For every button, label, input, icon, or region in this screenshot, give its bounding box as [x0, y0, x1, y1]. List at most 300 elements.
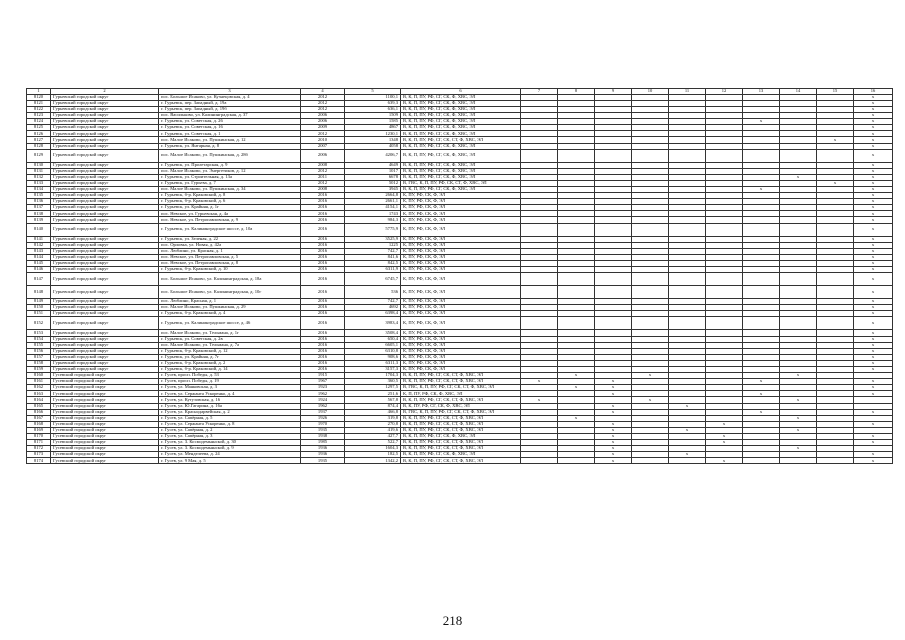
address-cell: г. Гурьевск, б-р. Краковский, д. 12: [159, 348, 301, 354]
floor-area-cell: 1017: [345, 168, 401, 174]
municipality-name-cell: Гурьевский городской округ: [51, 193, 159, 199]
building-systems-cell: В, К, П, ПУ, РФ, СГ, СК, СТ, Ф, ХВС, ЭЛ: [401, 373, 521, 379]
work-mark-cell: [706, 149, 743, 162]
address-cell: г. Гурьевск, б-р. Краковский, д. 8: [159, 193, 301, 199]
municipality-name-cell: Гурьевский городской округ: [51, 168, 159, 174]
row-number-cell: 8135: [27, 193, 51, 199]
row-number-cell: 8138: [27, 211, 51, 217]
municipality-name-cell: Гурьевский городской округ: [51, 125, 159, 131]
municipality-name-cell: Гурьевский городской округ: [51, 131, 159, 137]
building-systems-cell: В, К, П, ПУ, РФ, СГ, СК, СТ, Ф, ХВС, ЭЛ: [401, 137, 521, 143]
municipality-name-cell: Гурьевский городской округ: [51, 348, 159, 354]
row-number-cell: 8155: [27, 342, 51, 348]
building-systems-cell: К, ПУ, РФ, СК, Ф, ЭЛ: [401, 311, 521, 317]
work-mark-cell: [521, 149, 558, 162]
row-number-cell: 8126: [27, 131, 51, 137]
register-rows: [27, 94, 893, 464]
year-built-cell: 1985: [301, 440, 345, 446]
work-mark-cell: x: [632, 373, 669, 379]
work-mark-cell: x: [706, 434, 743, 440]
address-cell: г. Гусев, просп. Победы, д. 53: [159, 373, 301, 379]
work-mark-cell: [817, 317, 854, 330]
work-mark-cell: x: [854, 236, 893, 242]
work-mark-cell: [632, 273, 669, 286]
work-mark-cell: x: [854, 366, 893, 372]
floor-area-cell: 908,6: [345, 354, 401, 360]
row-number-cell: 8140: [27, 223, 51, 236]
work-mark-cell: x: [854, 100, 893, 106]
work-mark-cell: x: [595, 391, 632, 397]
column-number-cell: 16: [854, 89, 893, 95]
work-mark-cell: x: [558, 373, 595, 379]
column-number-cell: 11: [669, 89, 706, 95]
municipality-name-cell: Гурьевский городской округ: [51, 366, 159, 372]
row-number-cell: 8147: [27, 273, 51, 286]
row-number-cell: 8164: [27, 397, 51, 403]
work-mark-cell: x: [780, 427, 817, 433]
address-cell: г. Гусев, ул. Сержанта Ускоренко, д. 4: [159, 391, 301, 397]
year-built-cell: 2016: [301, 299, 345, 305]
work-mark-cell: [632, 223, 669, 236]
year-built-cell: 1936: [301, 452, 345, 458]
column-number-cell: 15: [817, 89, 854, 95]
work-mark-cell: x: [743, 391, 780, 397]
work-mark-cell: [558, 149, 595, 162]
municipality-name-cell: Гурьевский городской округ: [51, 273, 159, 286]
building-systems-cell: В, ГВС, К, П, ПУ, РФ, СГ, СК, СТ, Ф, ХВС, ЭЛ: [401, 409, 521, 415]
work-mark-cell: [521, 223, 558, 236]
work-mark-cell: x: [854, 193, 893, 199]
work-mark-cell: x: [854, 149, 893, 162]
floor-area-cell: 3983,4: [345, 317, 401, 330]
work-mark-cell: x: [854, 205, 893, 211]
municipality-name-cell: Гурьевский городской округ: [51, 113, 159, 119]
work-mark-cell: [780, 273, 817, 286]
floor-area-cell: 4867: [345, 125, 401, 131]
address-cell: пос. Невское, ул. Петропавловская, д. 5: [159, 254, 301, 260]
address-cell: пос. Орловка, ул. Новая, д. 42а: [159, 242, 301, 248]
page-number: 218: [442, 613, 463, 628]
work-mark-cell: x: [854, 113, 893, 119]
year-built-cell: 2016: [301, 330, 345, 336]
municipality-name-cell: Гурьевский городской округ: [51, 286, 159, 299]
work-mark-cell: x: [854, 336, 893, 342]
year-built-cell: 1962: [301, 391, 345, 397]
work-mark-cell: x: [669, 403, 706, 409]
floor-area-cell: 639,3: [345, 100, 401, 106]
work-mark-cell: x: [780, 446, 817, 452]
work-mark-cell: x: [854, 348, 893, 354]
building-systems-cell: К, ПУ, РФ, СК, Ф, ЭЛ: [401, 286, 521, 299]
row-number-cell: 8148: [27, 286, 51, 299]
table-row: [27, 223, 893, 236]
column-number-cell: 13: [743, 89, 780, 95]
column-number-cell: 7: [521, 89, 558, 95]
work-mark-cell: x: [706, 440, 743, 446]
municipality-name-cell: Гурьевский городской округ: [51, 336, 159, 342]
municipality-name-cell: Гурьевский городской округ: [51, 354, 159, 360]
address-cell: г. Гурьевск, ул. Калининградское шоссе, д. 46: [159, 317, 301, 330]
address-cell: пос. Малое Исаково, ул. Пушкинская, д. 34: [159, 187, 301, 193]
address-cell: пос. Малое Исаково, ул. Тельмана, д. 1г: [159, 330, 301, 336]
building-systems-cell: К, ПУ, РФ, СК, Ф, ЭЛ: [401, 267, 521, 273]
work-mark-cell: x: [854, 137, 893, 143]
address-cell: г. Гусев, ул. Ю.Гагарина, д. 16а: [159, 403, 301, 409]
year-built-cell: 2008: [301, 187, 345, 193]
building-systems-cell: В, К, П, ПУ, РФ, СГ, СК, СТ, Ф, ХВС, ЭЛ: [401, 440, 521, 446]
row-number-cell: 8167: [27, 415, 51, 421]
floor-area-cell: 3945: [345, 187, 401, 193]
work-mark-cell: x: [780, 373, 817, 379]
work-mark-cell: [780, 223, 817, 236]
work-mark-cell: x: [595, 403, 632, 409]
municipality-name-cell: Гурьевский городской округ: [51, 100, 159, 106]
municipality-name-cell: Гурьевский городской округ: [51, 205, 159, 211]
work-mark-cell: [817, 458, 854, 464]
work-mark-cell: x: [854, 330, 893, 336]
work-mark-cell: [632, 149, 669, 162]
table-row: [27, 458, 893, 464]
address-cell: г. Гусев, ул. Краснодарвейская, д. 2: [159, 409, 301, 415]
row-number-cell: 8163: [27, 391, 51, 397]
year-built-cell: 2012: [301, 94, 345, 100]
address-cell: пос. Васильково, ул. Калининградская, д. 37: [159, 113, 301, 119]
address-cell: пос. Малое Исаково, ул. Энергетиков, д. 12: [159, 168, 301, 174]
column-number-cell: 10: [632, 89, 669, 95]
floor-area-cell: 567,8: [345, 397, 401, 403]
address-cell: г. Гурьевск, пер. Западный, д. 19б: [159, 106, 301, 112]
year-built-cell: 2016: [301, 223, 345, 236]
work-mark-cell: [743, 223, 780, 236]
column-number-cell: 2: [51, 89, 159, 95]
address-cell: г. Гусев, ул. Сержанта Ускоренко, д. 8: [159, 421, 301, 427]
column-number-cell: 5: [345, 89, 401, 95]
work-mark-cell: [595, 273, 632, 286]
municipality-name-cell: Гусевский городской округ: [51, 409, 159, 415]
floor-area-cell: 6311,9: [345, 267, 401, 273]
year-built-cell: 2016: [301, 217, 345, 223]
year-built-cell: 1924: [301, 397, 345, 403]
municipality-name-cell: Гурьевский городской округ: [51, 106, 159, 112]
work-mark-cell: x: [558, 385, 595, 391]
row-number-cell: 8169: [27, 427, 51, 433]
work-mark-cell: [521, 286, 558, 299]
row-number-cell: 8150: [27, 305, 51, 311]
work-mark-cell: x: [521, 379, 558, 385]
work-mark-cell: x: [854, 199, 893, 205]
work-mark-cell: [521, 317, 558, 330]
work-mark-cell: x: [595, 421, 632, 427]
work-mark-cell: x: [743, 187, 780, 193]
floor-area-cell: 3525,9: [345, 236, 401, 242]
row-number-cell: 8172: [27, 446, 51, 452]
floor-area-cell: 4058: [345, 143, 401, 149]
building-systems-cell: К, П, ПУ, РФ, СК, Ф, ХВС, ЭЛ: [401, 391, 521, 397]
work-mark-cell: x: [595, 440, 632, 446]
work-mark-cell: x: [854, 162, 893, 168]
year-built-cell: 2016: [301, 311, 345, 317]
building-systems-cell: В, К, П, ПУ, РФ, СГ, СК, СТ, Ф, ХВС, ЭЛ: [401, 421, 521, 427]
work-mark-cell: x: [669, 452, 706, 458]
work-mark-cell: x: [558, 415, 595, 421]
building-systems-cell: К, ПУ, РФ, СК, Ф, ЭЛ: [401, 217, 521, 223]
address-cell: г. Гурьевск, ул. Строительная, д. 13а: [159, 174, 301, 180]
address-cell: г. Гурьевск, ул. Зеленая, д. 22: [159, 236, 301, 242]
building-systems-cell: К, ПУ, РФ, СК, Ф, ЭЛ: [401, 366, 521, 372]
row-number-cell: 8121: [27, 100, 51, 106]
work-mark-cell: [706, 223, 743, 236]
building-systems-cell: В, ГВС, К, П, ПУ, РФ, СК, СТ, Ф, ХВС, ЭЛ: [401, 180, 521, 186]
municipality-name-cell: Гусевский городской округ: [51, 446, 159, 452]
row-number-cell: 8157: [27, 354, 51, 360]
address-cell: пос. Большое Исаково, ул. Калининградская, д. 18а: [159, 273, 301, 286]
column-number-cell: 9: [595, 89, 632, 95]
work-mark-cell: x: [854, 273, 893, 286]
year-built-cell: 2008: [301, 162, 345, 168]
floor-area-cell: 5775,9: [345, 223, 401, 236]
row-number-cell: 8131: [27, 168, 51, 174]
year-built-cell: 2016: [301, 273, 345, 286]
building-systems-cell: К, ПУ, РФ, СК, Ф, ЭЛ: [401, 254, 521, 260]
column-number-cell: 8: [558, 89, 595, 95]
work-mark-cell: [780, 286, 817, 299]
address-cell: пос. Большое Исаково, ул. Кузнецовская, д. 4: [159, 94, 301, 100]
work-mark-cell: x: [854, 131, 893, 137]
building-systems-cell: К, ПУ, РФ, СК, Ф, ЭЛ: [401, 199, 521, 205]
work-mark-cell: [558, 286, 595, 299]
column-number-cell: 12: [706, 89, 743, 95]
municipality-name-cell: Гурьевский городской округ: [51, 199, 159, 205]
row-number-cell: 8129: [27, 149, 51, 162]
work-mark-cell: x: [595, 446, 632, 452]
building-systems-cell: К, ПУ, РФ, СК, Ф, ЭЛ: [401, 211, 521, 217]
year-built-cell: 2012: [301, 100, 345, 106]
building-systems-cell: В, К, П, ПУ, РФ, СГ, СК, Ф, ХВС, ЭЛ: [401, 162, 521, 168]
row-number-cell: 8153: [27, 330, 51, 336]
row-number-cell: 8139: [27, 217, 51, 223]
year-built-cell: 2012: [301, 106, 345, 112]
year-built-cell: 2012: [301, 131, 345, 137]
floor-area-cell: 1100,1: [345, 94, 401, 100]
work-mark-cell: [743, 273, 780, 286]
year-built-cell: 2016: [301, 199, 345, 205]
work-mark-cell: x: [854, 254, 893, 260]
address-cell: г. Гурьевск, б-р. Краковский, д. 14: [159, 366, 301, 372]
work-mark-cell: x: [854, 409, 893, 415]
floor-area-cell: 1743: [345, 211, 401, 217]
address-cell: г. Гурьевск, ул. Пролетарская, д. 9: [159, 162, 301, 168]
floor-area-cell: 4649: [345, 162, 401, 168]
work-mark-cell: [521, 458, 558, 464]
building-systems-cell: К, ПУ, РФ, СК, Ф, ЭЛ: [401, 360, 521, 366]
building-systems-cell: В, К, П, ПУ, РФ, СГ, СК, СТ, Ф, ХВС, ЭЛ: [401, 415, 521, 421]
year-built-cell: 2016: [301, 211, 345, 217]
municipality-name-cell: Гусевский городской округ: [51, 415, 159, 421]
row-number-cell: 8134: [27, 187, 51, 193]
building-systems-cell: В, К, П, ПУ, РФ, СГ, СК, Ф, ХВС, ЭЛ: [401, 174, 521, 180]
work-mark-cell: x: [743, 119, 780, 125]
building-systems-cell: К, ПУ, РФ, СК, Ф, ЭЛ: [401, 317, 521, 330]
building-systems-cell: В, К, П, ПУ, РФ, СГ, СК, Ф, ХВС, ЭЛ: [401, 452, 521, 458]
municipality-name-cell: Гурьевский городской округ: [51, 267, 159, 273]
work-mark-cell: x: [854, 342, 893, 348]
year-built-cell: 2016: [301, 267, 345, 273]
year-built-cell: 2016: [301, 366, 345, 372]
building-systems-cell: В, К, П, ПУ, РФ, СГ, СК, СТ, Ф, ХВС, ЭЛ: [401, 397, 521, 403]
year-built-cell: 1915: [301, 373, 345, 379]
building-systems-cell: В, К, П, ПУ, РФ, СГ, СК, Ф, ХВС, ЭЛ: [401, 187, 521, 193]
municipality-name-cell: Гусевский городской округ: [51, 385, 159, 391]
address-cell: г. Гусев, ул. 3. Космодемьянской, д. 30: [159, 440, 301, 446]
building-systems-cell: К, ПУ, РФ, СК, Ф, ЭЛ: [401, 273, 521, 286]
floor-area-cell: 270,8: [345, 421, 401, 427]
municipality-name-cell: Гусевский городской округ: [51, 427, 159, 433]
row-number-cell: 8158: [27, 360, 51, 366]
municipality-name-cell: Гусевский городской округ: [51, 403, 159, 409]
building-systems-cell: К, ПУ, РФ, СК, Ф, ЭЛ: [401, 193, 521, 199]
address-cell: пос. Малое Исаково, ул. Пушкинская, д. 29: [159, 305, 301, 311]
building-systems-cell: В, К, П, ПУ, РФ, СГ, СК, СТ, Ф, ХВС, ЭЛ: [401, 446, 521, 452]
floor-area-cell: 5012: [345, 180, 401, 186]
year-built-cell: 2016: [301, 348, 345, 354]
work-mark-cell: x: [780, 415, 817, 421]
address-cell: г. Гурьевск, б-р. Краковский, д. 2: [159, 360, 301, 366]
year-built-cell: 2016: [301, 248, 345, 254]
floor-area-cell: 1704,3: [345, 373, 401, 379]
row-number-cell: 8136: [27, 199, 51, 205]
work-mark-cell: [595, 223, 632, 236]
address-cell: г. Гусев, просп. Победы, д. 19: [159, 379, 301, 385]
row-number-cell: 8149: [27, 299, 51, 305]
floor-area-cell: 742,7: [345, 248, 401, 254]
municipality-name-cell: Гурьевский городской округ: [51, 360, 159, 366]
year-built-cell: 1967: [301, 379, 345, 385]
year-built-cell: 2016: [301, 260, 345, 266]
address-cell: г. Гурьевск, ул. Советская, д. 16: [159, 125, 301, 131]
work-mark-cell: [558, 223, 595, 236]
municipality-name-cell: Гурьевский городской округ: [51, 311, 159, 317]
work-mark-cell: [595, 149, 632, 162]
year-built-cell: 2016: [301, 336, 345, 342]
work-mark-cell: x: [854, 260, 893, 266]
work-mark-cell: x: [854, 286, 893, 299]
address-cell: г. Гурьевск, пер. Западный, д. 19а: [159, 100, 301, 106]
address-cell: г. Гурьевск, ул. Советская, д. 2в: [159, 336, 301, 342]
table-row: [27, 273, 893, 286]
building-systems-cell: В, К, П, ПУ, РФ, СГ, СК, Ф, ХВС, ЭЛ: [401, 143, 521, 149]
row-number-cell: 8133: [27, 180, 51, 186]
work-mark-cell: x: [743, 409, 780, 415]
building-systems-cell: В, К, П, ПУ, РФ, СГ, СК, Ф, ХВС, ЭЛ: [401, 113, 521, 119]
municipality-name-cell: Гурьевский городской округ: [51, 143, 159, 149]
floor-area-cell: 4692: [345, 305, 401, 311]
work-mark-cell: [706, 286, 743, 299]
address-cell: г. Гурьевск, ул. Калининградское шоссе, д. 10а: [159, 223, 301, 236]
work-mark-cell: [817, 273, 854, 286]
work-mark-cell: [595, 286, 632, 299]
row-number-cell: 8154: [27, 336, 51, 342]
work-mark-cell: [669, 223, 706, 236]
year-built-cell: 2016: [301, 342, 345, 348]
column-number-cell: 3: [159, 89, 301, 95]
municipality-name-cell: Гусевский городской округ: [51, 373, 159, 379]
building-systems-cell: К, ПУ, РФ, СК, Ф, ЭЛ: [401, 223, 521, 236]
building-systems-cell: К, ПУ, РФ, СК, Ф, ЭЛ: [401, 348, 521, 354]
address-cell: пос. Малое Исаково, ул. Пушкинская, д. 28б: [159, 149, 301, 162]
year-built-cell: 2010: [301, 137, 345, 143]
row-number-cell: 8166: [27, 409, 51, 415]
municipality-name-cell: Гурьевский городской округ: [51, 305, 159, 311]
building-systems-cell: В, К, П, ПУ, РФ, СГ, СК, СТ, Ф, ХВС, ЭЛ: [401, 458, 521, 464]
address-cell: г. Гусев, ул. Сапёрная, д. 5: [159, 415, 301, 421]
column-number-cell: 4: [301, 89, 345, 95]
work-mark-cell: x: [854, 217, 893, 223]
work-mark-cell: [743, 317, 780, 330]
row-number-cell: 8145: [27, 260, 51, 266]
floor-area-cell: 6605,1: [345, 342, 401, 348]
municipality-name-cell: Гурьевский городской округ: [51, 254, 159, 260]
row-number-cell: 8125: [27, 125, 51, 131]
year-built-cell: 2016: [301, 254, 345, 260]
floor-area-cell: 1230,1: [345, 131, 401, 137]
building-systems-cell: К, ПУ, РФ, СК, Ф, ЭЛ: [401, 336, 521, 342]
municipality-name-cell: Гурьевский городской округ: [51, 242, 159, 248]
work-mark-cell: x: [854, 211, 893, 217]
address-cell: пос. Люблино, Красная, д. 1: [159, 299, 301, 305]
row-number-cell: 8128: [27, 143, 51, 149]
work-mark-cell: x: [595, 427, 632, 433]
work-mark-cell: x: [854, 143, 893, 149]
work-mark-cell: x: [854, 311, 893, 317]
work-mark-cell: [595, 317, 632, 330]
work-mark-cell: [817, 286, 854, 299]
work-mark-cell: [669, 273, 706, 286]
municipality-name-cell: Гурьевский городской округ: [51, 174, 159, 180]
building-systems-cell: В, ГВС, К, П, ПУ, РФ, СГ, СК, СТ, Ф, ХВС, ЭЛ: [401, 385, 521, 391]
year-built-cell: 1935: [301, 458, 345, 464]
row-number-cell: 8146: [27, 267, 51, 273]
row-number-cell: 8137: [27, 205, 51, 211]
building-systems-cell: К, ПУ, РФ, СК, Ф, ЭЛ: [401, 205, 521, 211]
row-number-cell: 8141: [27, 236, 51, 242]
work-mark-cell: x: [780, 397, 817, 403]
floor-area-cell: 1342,2: [345, 458, 401, 464]
row-number-cell: 8156: [27, 348, 51, 354]
row-number-cell: 8144: [27, 254, 51, 260]
building-systems-cell: В, К, П, ПУ, РФ, СГ, СК, Ф, ХВС, ЭЛ: [401, 168, 521, 174]
work-mark-cell: [632, 458, 669, 464]
housing-register-table: [26, 88, 893, 464]
floor-area-cell: 2664,8: [345, 193, 401, 199]
floor-area-cell: 6745,7: [345, 273, 401, 286]
year-built-cell: 2016: [301, 360, 345, 366]
address-cell: г. Гусев, ул. Сапёрная, д. 3: [159, 434, 301, 440]
column-number-cell: 14: [780, 89, 817, 95]
municipality-name-cell: Гусевский городской округ: [51, 397, 159, 403]
floor-area-cell: 6310,8: [345, 348, 401, 354]
address-cell: г. Гурьевск, ул. Советская, д. 26: [159, 119, 301, 125]
municipality-name-cell: Гурьевский городской округ: [51, 342, 159, 348]
work-mark-cell: x: [854, 94, 893, 100]
register-sheet: [26, 88, 888, 464]
work-mark-cell: x: [706, 458, 743, 464]
address-cell: г. Гурьевск, ул. Крайняя, д. 1г: [159, 205, 301, 211]
municipality-name-cell: Гурьевский городской округ: [51, 330, 159, 336]
year-built-cell: 2016: [301, 286, 345, 299]
address-cell: г. Гусев, ул. Маяковская, д. 3: [159, 385, 301, 391]
address-cell: пос. Малое Исаково, ул. Тельмана, д. 7а: [159, 342, 301, 348]
floor-area-cell: 182,5: [345, 452, 401, 458]
